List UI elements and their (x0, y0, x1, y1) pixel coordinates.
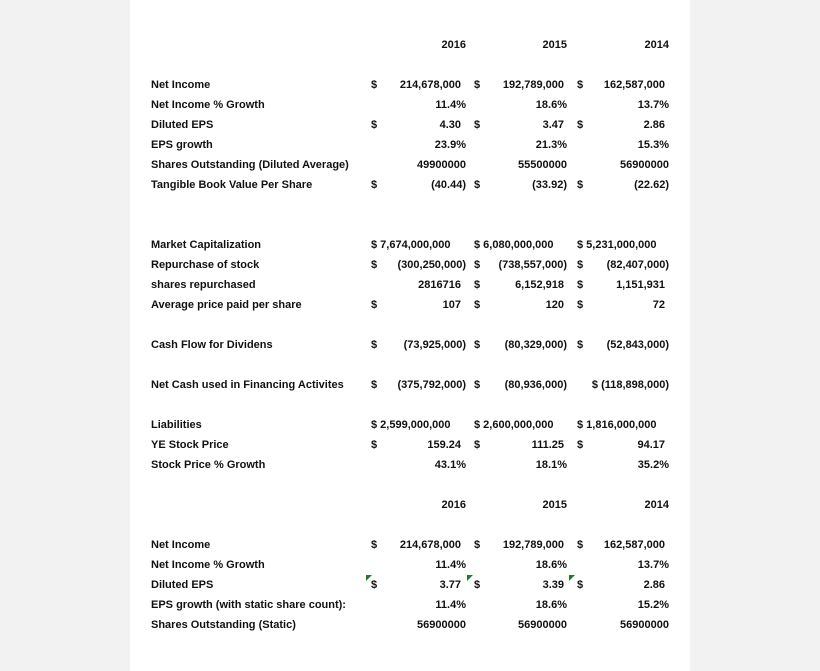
value-2016: 11.4% (435, 559, 466, 571)
row-liabilities (0, 415, 820, 435)
dollar-sign: $ (577, 339, 584, 351)
row-label: Shares Outstanding (Static) (151, 619, 296, 631)
row-stock-price-growth (0, 455, 820, 475)
year-2015-header: 2015 (542, 499, 567, 511)
dollar-sign: $ (577, 179, 584, 191)
row-label: YE Stock Price (151, 439, 229, 451)
value-2015: 18.6% (535, 559, 567, 571)
dollar-sign: $ (474, 119, 481, 131)
dollar-sign: $ (371, 579, 378, 591)
value-2014: $ 1,816,000,000 (577, 419, 657, 431)
value-2015: 111.25 (531, 439, 564, 451)
row-label: Market Capitalization (151, 239, 262, 251)
value-2014: 56900000 (620, 159, 669, 171)
dollar-sign: $ (474, 179, 481, 191)
dollar-sign: $ (474, 259, 481, 271)
value-2016: 3.77 (439, 579, 461, 591)
value-2014: 56900000 (620, 619, 669, 631)
value-2014: 2.86 (643, 579, 665, 591)
row-diluted-eps-static (0, 575, 820, 595)
row-net-income-growth-static (0, 555, 820, 575)
value-2014: 13.7% (637, 99, 669, 111)
dollar-sign: $ (577, 539, 584, 551)
value-2015: 192,789,000 (502, 539, 564, 551)
value-2016: $ 2,599,000,000 (371, 419, 451, 431)
value-2016: 11.4% (435, 99, 466, 111)
row-label: Diluted EPS (151, 579, 214, 591)
row-shares-outstanding (0, 155, 820, 175)
value-2016: 23.9% (434, 139, 466, 151)
value-2015: 120 (545, 299, 564, 311)
dollar-sign: $ (371, 539, 378, 551)
year-2016-header: 2016 (441, 39, 466, 51)
value-2015: $ 2,600,000,000 (474, 419, 554, 431)
row-label: EPS growth (with static share count): (151, 599, 346, 611)
dollar-sign: $ (371, 259, 378, 271)
year-header-row (0, 495, 820, 515)
row-net-cash-financing (0, 375, 820, 395)
row-label: Shares Outstanding (Diluted Average) (151, 159, 349, 171)
row-label: Net Income (151, 539, 211, 551)
value-2014: 15.3% (637, 139, 669, 151)
dollar-sign: $ (371, 79, 378, 91)
value-2015: 18.6% (535, 599, 567, 611)
dollar-sign: $ (474, 279, 481, 291)
row-cash-flow-dividends (0, 335, 820, 355)
value-2015: 18.6% (535, 99, 567, 111)
row-average-price (0, 295, 820, 315)
value-2016: 2816716 (418, 279, 461, 291)
dollar-sign: $ (474, 439, 481, 451)
row-shares-repurchased (0, 275, 820, 295)
value-2016: 214,678,000 (399, 539, 461, 551)
value-2016: $ 7,674,000,000 (371, 239, 451, 251)
dollar-sign: $ (474, 299, 481, 311)
value-2015: (80,329,000) (504, 339, 567, 351)
value-2014: 15.2% (637, 599, 669, 611)
value-2016: (300,250,000) (397, 259, 466, 271)
value-2015: 21.3% (535, 139, 567, 151)
row-label: Net Cash used in Financing Activites (151, 379, 344, 391)
row-market-cap (0, 235, 820, 255)
row-label: Net Income % Growth (151, 559, 265, 571)
row-ye-stock-price (0, 435, 820, 455)
row-label: Tangible Book Value Per Share (151, 179, 313, 191)
row-label: shares repurchased (151, 279, 256, 291)
value-2014: 72 (652, 299, 665, 311)
year-2014-header: 2014 (644, 499, 669, 511)
dollar-sign: $ (371, 119, 378, 131)
value-2016: (73,925,000) (403, 339, 466, 351)
dollar-sign: $ (371, 439, 378, 451)
row-tangible-book-value (0, 175, 820, 195)
year-2014-header: 2014 (644, 39, 669, 51)
value-2015: $ 6,080,000,000 (474, 239, 554, 251)
value-2014: 94.17 (637, 439, 665, 451)
row-net-income-static (0, 535, 820, 555)
value-2014: 162,587,000 (603, 79, 665, 91)
dollar-sign: $ (474, 339, 481, 351)
value-2015: (80,936,000) (504, 379, 567, 391)
year-2015-header: 2015 (542, 39, 567, 51)
dollar-sign: $ (577, 119, 584, 131)
dollar-sign: $ (577, 279, 584, 291)
value-2016: 56900000 (417, 619, 466, 631)
row-shares-outstanding-static (0, 615, 820, 635)
value-2016: 159.24 (427, 439, 461, 451)
row-eps-growth (0, 135, 820, 155)
dollar-sign: $ (371, 179, 378, 191)
value-2015: 6,152,918 (515, 279, 564, 291)
year-2016-header: 2016 (441, 499, 466, 511)
row-eps-growth-static (0, 595, 820, 615)
value-2015: (33.92) (532, 179, 567, 191)
value-2014: 35.2% (637, 459, 669, 471)
value-2015: 18.1% (535, 459, 567, 471)
dollar-sign: $ (577, 259, 584, 271)
comment-marker-icon[interactable] (569, 575, 575, 581)
row-repurchase-of-stock (0, 255, 820, 275)
row-label: Net Income % Growth (151, 99, 265, 111)
dollar-sign: $ (577, 79, 584, 91)
dollar-sign: $ (474, 379, 481, 391)
value-2014: $ 5,231,000,000 (577, 239, 657, 251)
value-2015: (738,557,000) (498, 259, 567, 271)
value-2016: (40.44) (431, 179, 466, 191)
value-2016: 107 (442, 299, 461, 311)
row-label: EPS growth (151, 139, 213, 151)
value-2016: 11.4% (435, 599, 466, 611)
dollar-sign: $ (577, 439, 584, 451)
value-2014: (22.62) (634, 179, 669, 191)
value-2015: 192,789,000 (502, 79, 564, 91)
row-net-income-growth (0, 95, 820, 115)
value-2014: 13.7% (637, 559, 669, 571)
dollar-sign: $ (474, 539, 481, 551)
value-2014: 1,151,931 (616, 279, 665, 291)
value-2016: (375,792,000) (397, 379, 466, 391)
row-diluted-eps (0, 115, 820, 135)
row-label: Diluted EPS (151, 119, 214, 131)
value-2014: (82,407,000) (606, 259, 669, 271)
row-label: Stock Price % Growth (151, 459, 266, 471)
dollar-sign: $ (371, 379, 378, 391)
year-header-row (0, 35, 820, 55)
dollar-sign: $ (371, 299, 378, 311)
value-2015: 56900000 (518, 619, 567, 631)
value-2015: 3.39 (542, 579, 564, 591)
row-label: Liabilities (151, 419, 202, 431)
value-2016: 4.30 (439, 119, 461, 131)
row-label: Cash Flow for Dividens (151, 339, 273, 351)
dollar-sign: $ (577, 579, 584, 591)
dollar-sign: $ (474, 79, 481, 91)
row-label: Net Income (151, 79, 211, 91)
dollar-sign: $ (371, 339, 378, 351)
comment-marker-icon[interactable] (467, 575, 473, 581)
value-2016: 214,678,000 (399, 79, 461, 91)
row-net-income (0, 75, 820, 95)
dollar-sign: $ (577, 299, 584, 311)
value-2014: 162,587,000 (603, 539, 665, 551)
value-2016: 43.1% (434, 459, 466, 471)
value-2014: $ (118,898,000) (591, 379, 669, 391)
value-2016: 49900000 (417, 159, 466, 171)
value-2014: 2.86 (643, 119, 665, 131)
dollar-sign: $ (474, 579, 481, 591)
value-2015: 55500000 (518, 159, 567, 171)
row-label: Average price paid per share (151, 299, 302, 311)
value-2015: 3.47 (542, 119, 564, 131)
row-label: Repurchase of stock (151, 259, 260, 271)
value-2014: (52,843,000) (606, 339, 669, 351)
